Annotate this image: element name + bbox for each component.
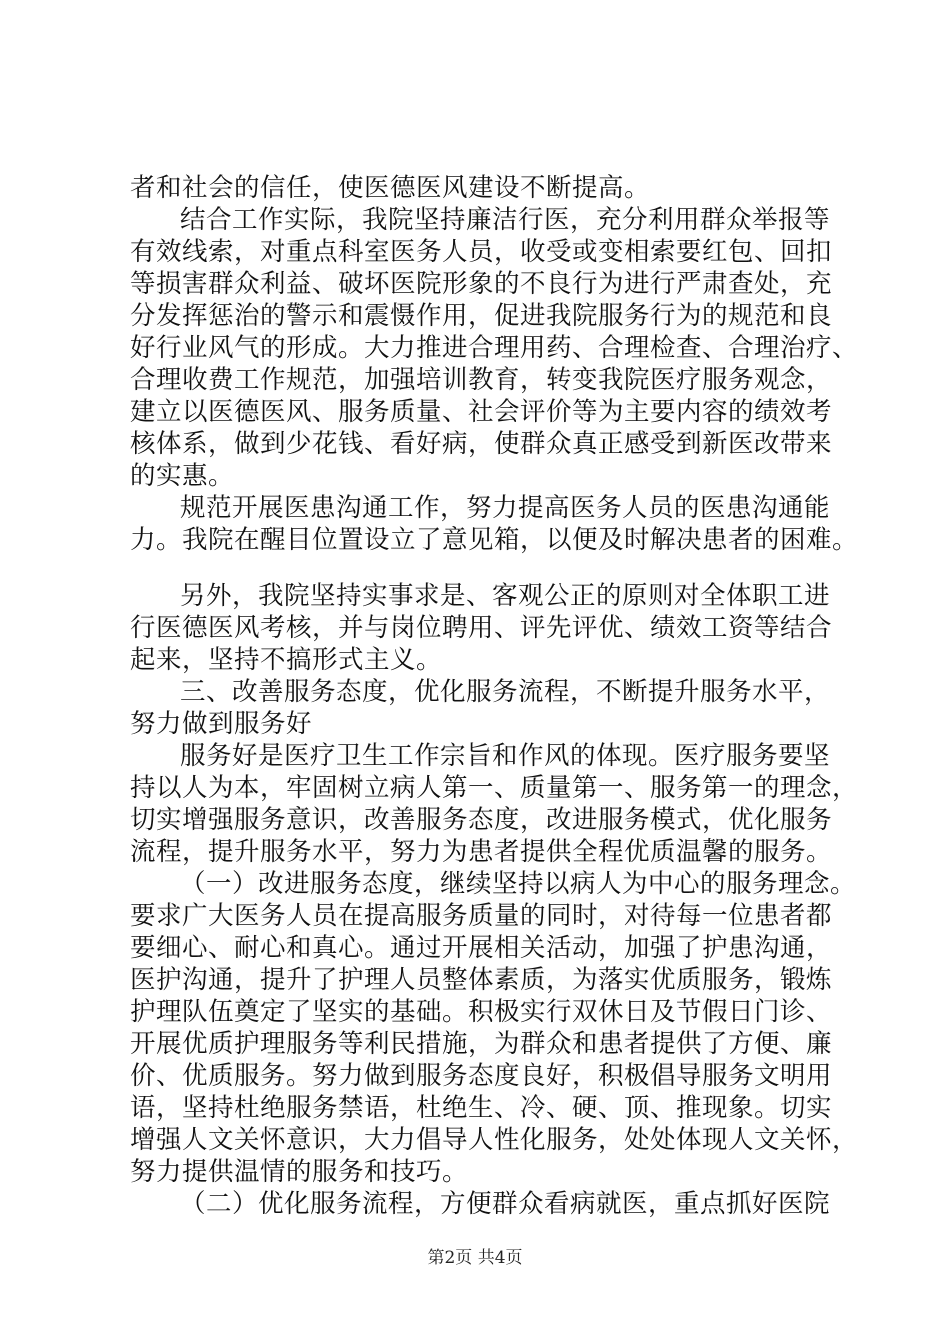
- text-line: 努力提供温情的服务和技巧。: [130, 1157, 469, 1187]
- text-line: 开展优质护理服务等利民措施，为群众和患者提供了方便、廉: [130, 1029, 833, 1059]
- text-line: 建立以医德医风、服务质量、社会评价等为主要内容的绩效考: [130, 397, 833, 427]
- text-line: 合理收费工作规范，加强培训教育，转变我院医疗服务观念，: [130, 365, 833, 395]
- text-line: 的实惠。: [130, 461, 235, 491]
- section-heading: 三、改善服务态度，优化服务流程，不断提升服务水平，: [180, 677, 831, 707]
- text-line: 语，坚持杜绝服务禁语，杜绝生、冷、硬、顶、推现象。切实: [130, 1093, 833, 1123]
- text-line: 增强人文关怀意识，大力倡导人性化服务，处处体现人文关怀，: [130, 1125, 859, 1155]
- paragraph-start: 规范开展医患沟通工作，努力提高医务人员的医患沟通能: [180, 493, 831, 523]
- text-line: 切实增强服务意识，改善服务态度，改进服务模式，优化服务: [130, 805, 833, 835]
- text-line: 护理队伍奠定了坚实的基础。积极实行双休日及节假日门诊、: [130, 997, 833, 1027]
- text-line: 流程，提升服务水平，努力为患者提供全程优质温馨的服务。: [130, 837, 833, 867]
- page-number-footer: 第2页 共4页: [427, 1248, 523, 1268]
- text-line: 持以人为本，牢固树立病人第一、质量第一、服务第一的理念，: [130, 773, 859, 803]
- text-line: 等损害群众利益、破坏医院形象的不良行为进行严肃查处，充: [130, 269, 833, 299]
- text-line: 有效线索，对重点科室医务人员，收受或变相索要红包、回扣: [130, 237, 833, 267]
- text-line: 起来，坚持不搞形式主义。: [130, 645, 443, 675]
- section-heading-cont: 努力做到服务好: [130, 709, 313, 739]
- text-line: 力。我院在醒目位置设立了意见箱，以便及时解决患者的困难。: [130, 525, 859, 555]
- subsection-heading: （一）改进服务态度，继续坚持以病人为中心的服务理念。: [180, 869, 857, 899]
- text-line: 要求广大医务人员在提高服务质量的同时，对待每一位患者都: [130, 901, 833, 931]
- text-line: 分发挥惩治的警示和震慑作用，促进我院服务行为的规范和良: [130, 301, 833, 331]
- text-line: 好行业风气的形成。大力推进合理用药、合理检查、合理治疗、: [130, 333, 859, 363]
- text-line: 要细心、耐心和真心。通过开展相关活动，加强了护患沟通，: [130, 933, 833, 963]
- text-line: 医护沟通，提升了护理人员整体素质，为落实优质服务，锻炼: [130, 965, 833, 995]
- text-line: 行医德医风考核，并与岗位聘用、评先评优、绩效工资等结合: [130, 613, 833, 643]
- paragraph-start: 服务好是医疗卫生工作宗旨和作风的体现。医疗服务要坚: [180, 741, 831, 771]
- paragraph-start: 结合工作实际，我院坚持廉洁行医，充分利用群众举报等: [180, 205, 831, 235]
- text-line: 者和社会的信任，使医德医风建设不断提高。: [130, 173, 651, 203]
- text-line: 价、优质服务。努力做到服务态度良好，积极倡导服务文明用: [130, 1061, 833, 1091]
- subsection-heading: （二）优化服务流程，方便群众看病就医，重点抓好医院: [180, 1189, 831, 1219]
- paragraph-start: 另外，我院坚持实事求是、客观公正的原则对全体职工进: [180, 581, 831, 611]
- text-line: 核体系，做到少花钱、看好病，使群众真正感受到新医改带来: [130, 429, 833, 459]
